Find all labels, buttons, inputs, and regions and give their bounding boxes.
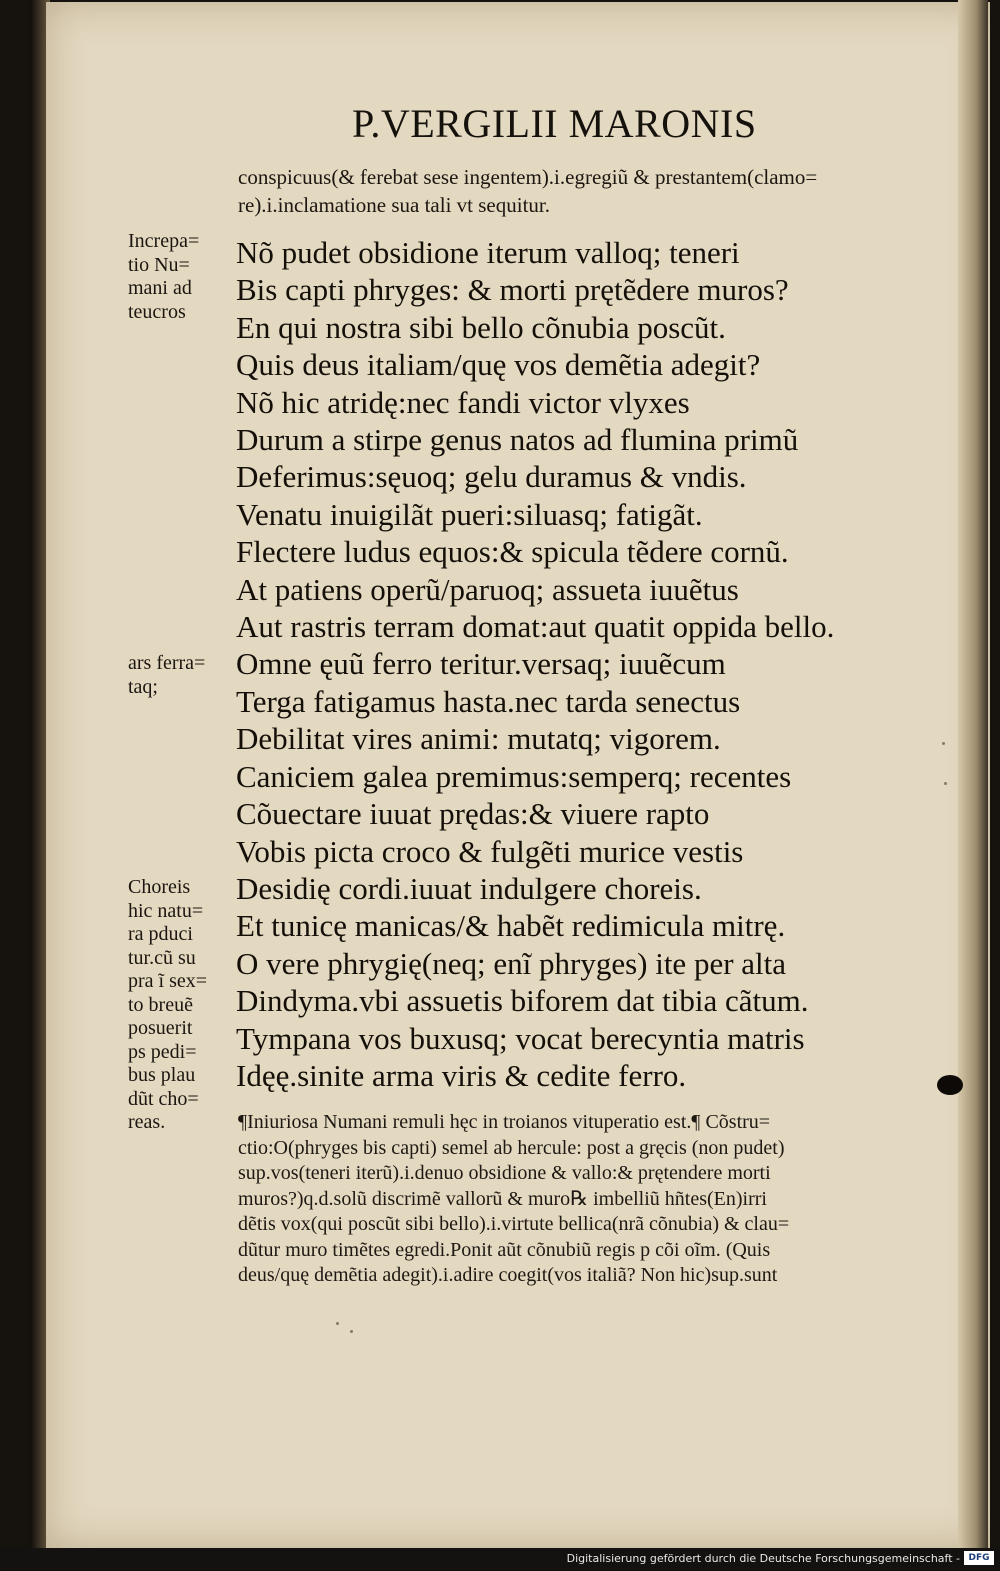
verse-line: Vobis picta croco & fulgẽti murice vestis <box>236 833 744 869</box>
verse-line: Omne ęuũ ferro teritur.versaq; iuuẽcum <box>236 646 726 682</box>
verse-line: Nõ hic atridę:nec fandi victor vlyxes <box>236 384 690 420</box>
commentary-block <box>238 1110 958 1289</box>
margin-line: teucros <box>128 300 186 323</box>
margin-line: hic natu= <box>128 899 204 922</box>
intro-line: re).i.inclamatione sua tali vt sequitur. <box>238 193 550 217</box>
verse-line: En qui nostra sibi bello cõnubia poscũt. <box>236 309 726 345</box>
intro-gloss <box>238 163 958 219</box>
margin-line: Increpa= <box>128 230 200 252</box>
ink-spot <box>336 1322 339 1325</box>
margin-line: ra pduci <box>128 923 193 945</box>
commentary-line: muros?)q.d.solũ discrimẽ vallorũ & muro℞ imbelliũ hñtes(En)irri <box>238 1187 767 1210</box>
margin-line: ps pedi= <box>128 1040 197 1063</box>
margin-line: tur.cũ su <box>128 946 196 969</box>
verse-line: Flectere ludus equos:& spicula tẽdere cornũ. <box>236 534 789 570</box>
margin-line: mani ad <box>128 277 192 299</box>
margin-line: taq; <box>128 675 158 698</box>
verse-line: Bis capti phryges: & morti prętẽdere muros? <box>236 272 789 308</box>
margin-note-increpatio <box>128 230 232 324</box>
verse-line: Venatu inuigilãt pueri:siluasq; fatigãt. <box>236 496 703 532</box>
verse-line: Durum a stirpe genus natos ad flumina primũ <box>236 422 799 458</box>
verse-line: Et tunicę manicas/& habẽt redimicula mitrę. <box>236 908 786 944</box>
verse-line: Nõ pudet obsidione iterum valloq; teneri <box>236 235 740 270</box>
commentary-line: dẽtis vox(qui poscũt sibi bello).i.virtute bellica(nrã cõnubia) & clau= <box>238 1213 790 1235</box>
margin-line: tio Nu= <box>128 253 190 276</box>
ink-spot <box>350 1330 353 1333</box>
verse-line: Aut rastris terram domat:aut quatit oppida bello. <box>236 609 835 645</box>
verse-line: At patiens operũ/paruoq; assueta iuuẽtus <box>236 571 739 607</box>
fleuron-ornament <box>937 1075 963 1095</box>
margin-line: ars ferra= <box>128 652 206 674</box>
margin-line: dũt cho= <box>128 1087 199 1110</box>
verse-line: Idęę.sinite arma viris & cedite ferro. <box>236 1057 687 1093</box>
verse-line: Deferimus:sęuoq; gelu duramus & vndis. <box>236 459 747 495</box>
margin-line: bus plau <box>128 1064 196 1086</box>
ink-spot <box>944 782 947 785</box>
margin-note-choreis <box>128 876 232 1135</box>
verse-line: Dindyma.vbi assuetis biforem dat tibia cãtum. <box>236 983 809 1019</box>
margin-line: posuerit <box>128 1017 193 1039</box>
funding-credit: Digitalisierung gefördert durch die Deutsche Forschungsgemeinschaft - <box>566 1552 960 1565</box>
page-edge <box>958 0 988 1548</box>
verse-line: Tympana vos buxusq; vocat berecyntia matris <box>236 1020 805 1056</box>
ink-spot <box>942 742 945 745</box>
verse-line: Desidię cordi.iuuat indulgere choreis. <box>236 870 702 906</box>
margin-line: reas. <box>128 1111 166 1133</box>
dfg-logo: DFG <box>964 1551 994 1565</box>
verse-line: Caniciem galea premimus:semperq; recentes <box>236 758 792 794</box>
margin-line: Choreis <box>128 876 191 898</box>
intro-line: conspicuus(& ferebat sese ingentem).i.egregiũ & prestantem(clamo= <box>238 165 818 189</box>
margin-note-ars-ferrata <box>128 652 232 699</box>
verse-line: Debilitat vires animi: mutatq; vigorem. <box>236 721 721 757</box>
verse-line: Terga fatigamus hasta.nec tarda senectus <box>236 683 741 719</box>
commentary-line: deus/quę demẽtia adegit).i.adire coegit(vos italiã? Non hic)sup.sunt <box>238 1264 778 1286</box>
commentary-line: sup.vos(teneri iterũ).i.denuo obsidione & vallo:& prętendere morti <box>238 1162 771 1184</box>
commentary-line: ctio:O(phryges bis capti) semel ab hercule: post a gręcis (non pudet) <box>238 1136 785 1159</box>
margin-line: pra ĩ sex= <box>128 970 208 992</box>
commentary-line: dũtur muro timẽtes egredi.Ponit aũt cõnubiũ regis p cõi oĩm. (Quis <box>238 1238 771 1261</box>
commentary-line: ¶Iniuriosa Numani remuli hęc in troianos vituperatio est.¶ Cõstru= <box>238 1111 771 1133</box>
verse-line: Quis deus italiam/quę vos demẽtia adegit? <box>236 347 761 383</box>
margin-line: to breuẽ <box>128 993 193 1016</box>
verse-block <box>236 234 956 1094</box>
verse-line: O vere phrygię(neq; enĩ phryges) ite per alta <box>236 945 787 981</box>
running-title: P.VERGILII MARONIS <box>352 101 757 146</box>
verse-line: Cõuectare iuuat prędas:& viuere rapto <box>236 796 710 832</box>
